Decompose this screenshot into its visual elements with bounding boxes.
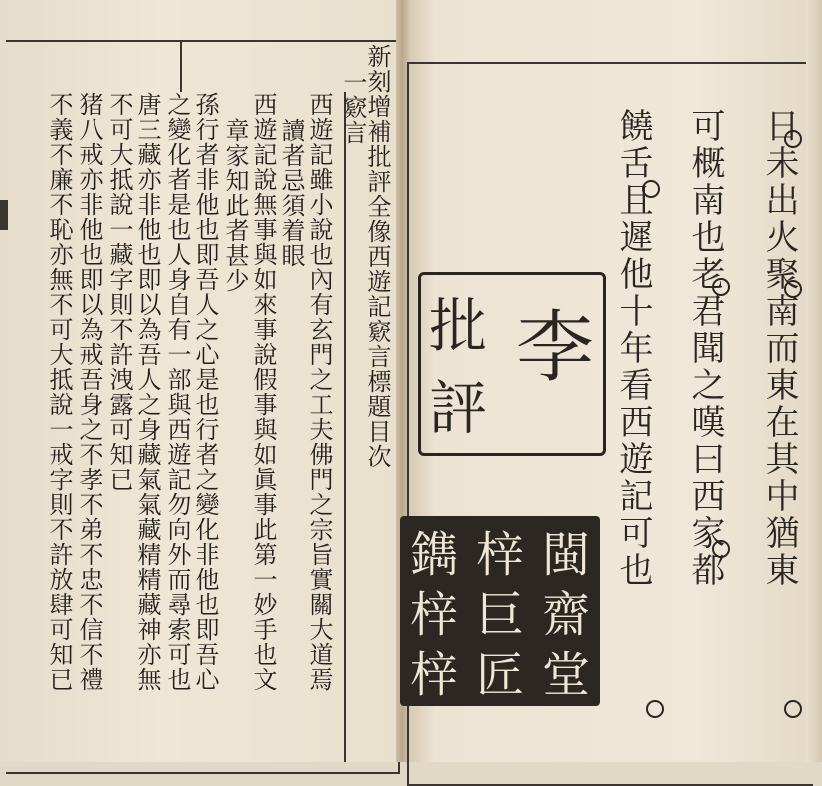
seal-glyph: 匠 [475,646,524,703]
text-column: 西遊記說無事與如來事說假事與如眞事此第一妙手也文 [249,92,277,692]
seal-glyph: 梓 [475,526,524,583]
right-text-column: 日未出火聚南而東在其中猶東 [759,108,799,589]
punctuation-circle [712,278,730,296]
title-column: 新刻增補批評全像西遊記窽言標題目次 [363,44,391,469]
seal-glyph: 梓 [409,586,458,643]
text-column: 讀者忌須着眼 [277,118,305,268]
seal-glyph: 批 [429,292,488,360]
seal-glyph: 堂 [541,646,590,703]
punctuation-circle [784,700,802,718]
left-divider [344,92,346,762]
text-column: 不可大抵說一藏字則不許洩露可知已 [105,92,133,492]
seal-glyph: 巨 [475,586,524,643]
seal-glyph: 閩 [541,526,590,583]
seal-publisher [400,516,600,706]
text-column: 之變化者是也人身自有一部與西遊記勿向外而尋索可也 [163,92,191,692]
seal-li-pingyu [418,272,606,456]
text-column: 孫行者非他也即吾人之心是也行者之變化非他也即吾心 [191,92,219,692]
text-column: 西遊記雖小說也內有玄門之工夫佛門之宗旨實關大道焉 [305,92,333,692]
punctuation-circle [784,280,802,298]
right-text-column: 可概南也老君聞之嘆曰西家都 [685,108,725,589]
text-column: 猪八戒亦非他也即以為戒吾身之不孝不弟不忠不信不禮 [75,92,103,692]
seal-glyph: 鐫 [409,526,458,583]
punctuation-circle [642,180,660,198]
punctuation-circle [646,700,664,718]
seal-glyph: 評 [429,374,488,442]
right-text-column: 饒舌且遲他十年看西遊記可也 [613,108,653,589]
page-edge [806,0,822,762]
left-inner-rule [180,40,182,92]
text-column: 唐三藏亦非他也即以為吾人之身藏氣氣藏精精藏神亦無 [133,92,161,692]
section-label: 一窽言 [339,70,367,145]
punctuation-circle [784,130,802,148]
seal-glyph: 齋 [541,586,590,643]
left-page [0,0,402,762]
seal-glyph: 李 [516,303,595,393]
seal-glyph: 梓 [409,646,458,703]
margin-mark [0,200,8,230]
punctuation-circle [712,540,730,558]
text-column: 不義不廉不恥亦無不可大抵說一戒字則不許放肆可知已 [45,92,73,692]
text-column: 章家知此者甚少 [221,118,249,293]
